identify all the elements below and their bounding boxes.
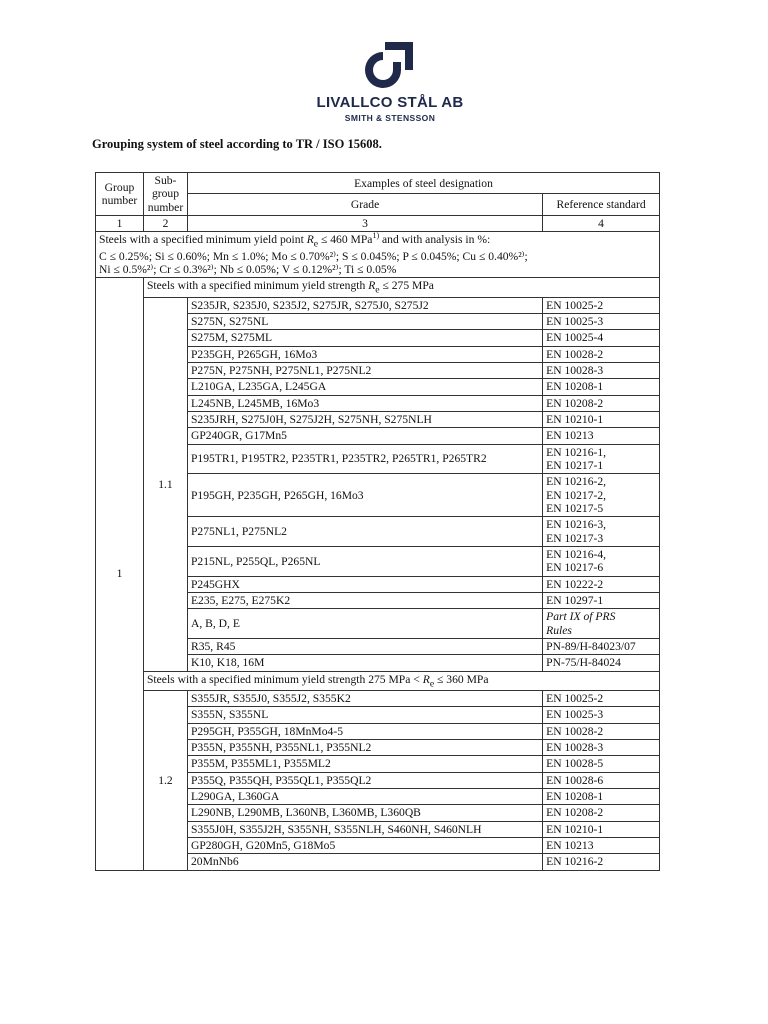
grade-cell: P195GH, P235GH, P265GH, 16Mo3 (187, 474, 542, 517)
grade-cell: 20MnNb6 (187, 854, 542, 870)
footnote-ref: 1) (372, 231, 380, 241)
reference-cell: EN 10208-1 (543, 789, 660, 805)
reference-cell: EN 10210-1 (543, 412, 660, 428)
table-row (96, 691, 660, 707)
reference-cell: EN 10028-6 (543, 772, 660, 788)
reference-cell: EN 10028-5 (543, 756, 660, 772)
header-group-number: Group number (96, 173, 144, 216)
grade-cell: L290GA, L360GA (187, 789, 542, 805)
heading-text: ≤ 275 MPa (379, 279, 434, 293)
reference-cell: EN 10222-2 (543, 576, 660, 592)
grade-cell: P275NL1, P275NL2 (187, 517, 542, 547)
intro-text: C ≤ 0.25%; Si ≤ 0.60%; Mn ≤ 1.0%; Mo ≤ 0.70%²⁾; S ≤ 0.045%; P ≤ 0.045%; Cu ≤ 0.40%²⁾; (99, 249, 528, 263)
brand-subtitle: SMITH & STENSSON (344, 113, 436, 123)
grade-cell: R35, R45 (187, 639, 542, 655)
company-logo (310, 40, 470, 123)
re-subscript: e (313, 238, 319, 250)
reference-cell: EN 10025-2 (543, 297, 660, 313)
grade-cell: E235, E275, E275K2 (187, 593, 542, 609)
grade-cell: L245NB, L245MB, 16Mo3 (187, 395, 542, 411)
reference-cell: EN 10025-3 (543, 314, 660, 330)
reference-cell: EN 10025-4 (543, 330, 660, 346)
header-subgroup-number: Sub-group number (143, 173, 187, 216)
grade-cell: P355Q, P355QH, P355QL1, P355QL2 (187, 772, 542, 788)
grade-cell: P355N, P355NH, P355NL1, P355NL2 (187, 740, 542, 756)
re-symbol: R (422, 672, 430, 686)
grade-cell: S235JR, S235J0, S235J2, S275JR, S275J0, S275J2 (187, 297, 542, 313)
subgroup-heading-row (96, 671, 660, 690)
reference-line: EN 10216-4, (546, 548, 607, 562)
reference-line: Rules (546, 623, 572, 637)
grade-cell: GP280GH, G20Mn5, G18Mo5 (187, 838, 542, 854)
reference-cell (543, 547, 660, 577)
reference-line: EN 10217-1 (546, 459, 604, 473)
brand-name: LIVALLCO STÅL AB (316, 94, 464, 111)
grade-cell: S235JRH, S275J0H, S275J2H, S275NH, S275NLH (187, 412, 542, 428)
intro-text: Steels with a specified minimum yield point (99, 233, 307, 247)
reference-line: EN 10217-5 (546, 502, 604, 516)
heading-text: Steels with a specified minimum yield strength (146, 279, 369, 293)
reference-line: Part IX of PRS (546, 610, 616, 624)
reference-cell: EN 10028-2 (543, 346, 660, 362)
reference-cell: EN 10025-2 (543, 691, 660, 707)
grade-cell: S275M, S275ML (187, 330, 542, 346)
header-row (96, 173, 660, 194)
grade-cell: P195TR1, P195TR2, P235TR1, P235TR2, P265TR1, P265TR2 (187, 444, 542, 474)
group-number-cell: 1 (96, 278, 144, 870)
reference-cell: EN 10210-1 (543, 821, 660, 837)
grade-cell: P275N, P275NH, P275NL1, P275NL2 (187, 363, 542, 379)
column-number: 4 (543, 215, 660, 231)
subgroup-heading (143, 278, 659, 297)
subgroup-number-cell: 1.1 (143, 297, 187, 671)
reference-cell: EN 10028-2 (543, 723, 660, 739)
grade-cell: S275N, S275NL (187, 314, 542, 330)
reference-cell (543, 517, 660, 547)
grade-cell: P245GHX (187, 576, 542, 592)
intro-text: Ni ≤ 0.5%²⁾; Cr ≤ 0.3%²⁾; Nb ≤ 0.05%; V ≤ 0.12%²⁾; Ti ≤ 0.05% (99, 263, 397, 277)
re-symbol: R (368, 279, 376, 293)
reference-cell: EN 10208-1 (543, 379, 660, 395)
grade-cell: L290NB, L290MB, L360NB, L360MB, L360QB (187, 805, 542, 821)
reference-cell: EN 10028-3 (543, 363, 660, 379)
intro-row (96, 232, 660, 278)
reference-cell: EN 10208-2 (543, 805, 660, 821)
intro-cell (96, 232, 660, 278)
subgroup-number-cell: 1.2 (143, 691, 187, 871)
grade-cell: P295GH, P355GH, 18MnMo4-5 (187, 723, 542, 739)
document-title: Grouping system of steel according to TR / ISO 15608. (92, 137, 382, 151)
reference-line: EN 10216-2, (546, 475, 607, 489)
reference-line: EN 10216-1, (546, 445, 607, 459)
grade-cell: S355JR, S355J0, S355J2, S355K2 (187, 691, 542, 707)
grade-cell: S355N, S355NL (187, 707, 542, 723)
reference-line: EN 10217-3 (546, 531, 604, 545)
intro-text: ≤ 460 MPa (318, 233, 373, 247)
steel-grouping-table (95, 172, 660, 871)
column-number: 2 (143, 215, 187, 231)
subgroup-heading (143, 671, 659, 690)
reference-cell (543, 444, 660, 474)
header-reference-standard: Reference standard (543, 194, 660, 216)
re-subscript: e (375, 284, 380, 296)
grade-cell: P355M, P355ML1, P355ML2 (187, 756, 542, 772)
heading-text: ≤ 360 MPa (434, 672, 489, 686)
grade-cell: S355J0H, S355J2H, S355NH, S355NLH, S460NH, S460NLH (187, 821, 542, 837)
reference-line: EN 10217-6 (546, 561, 604, 575)
reference-cell (543, 474, 660, 517)
header-grade: Grade (187, 194, 542, 216)
subgroup-heading-row (96, 278, 660, 297)
grade-cell: K10, K18, 16M (187, 655, 542, 671)
re-symbol: R (306, 233, 314, 247)
reference-cell: EN 10297-1 (543, 593, 660, 609)
reference-cell: PN-89/H-84023/07 (543, 639, 660, 655)
reference-cell: PN-75/H-84024 (543, 655, 660, 671)
intro-text: and with analysis in %: (379, 233, 491, 247)
reference-cell: EN 10028-3 (543, 740, 660, 756)
re-subscript: e (429, 678, 435, 689)
reference-cell: EN 10213 (543, 428, 660, 444)
grade-cell: GP240GR, G17Mn5 (187, 428, 542, 444)
grade-cell: A, B, D, E (187, 609, 542, 639)
column-number: 3 (187, 215, 542, 231)
reference-line: EN 10217-2, (546, 488, 607, 502)
column-number-row (96, 215, 660, 231)
header-examples: Examples of steel designation (187, 173, 659, 194)
reference-cell: EN 10208-2 (543, 395, 660, 411)
heading-text: Steels with a specified minimum yield strength 275 MPa < (146, 672, 423, 686)
reference-cell (543, 609, 660, 639)
grade-cell: P215NL, P255QL, P265NL (187, 547, 542, 577)
livallco-logo-icon (363, 40, 417, 90)
grade-cell: L210GA, L235GA, L245GA (187, 379, 542, 395)
reference-cell: EN 10213 (543, 838, 660, 854)
grade-cell: P235GH, P265GH, 16Mo3 (187, 346, 542, 362)
reference-cell: EN 10025-3 (543, 707, 660, 723)
reference-cell: EN 10216-2 (543, 854, 660, 870)
reference-line: EN 10216-3, (546, 518, 607, 532)
column-number: 1 (96, 215, 144, 231)
table-row (96, 297, 660, 313)
